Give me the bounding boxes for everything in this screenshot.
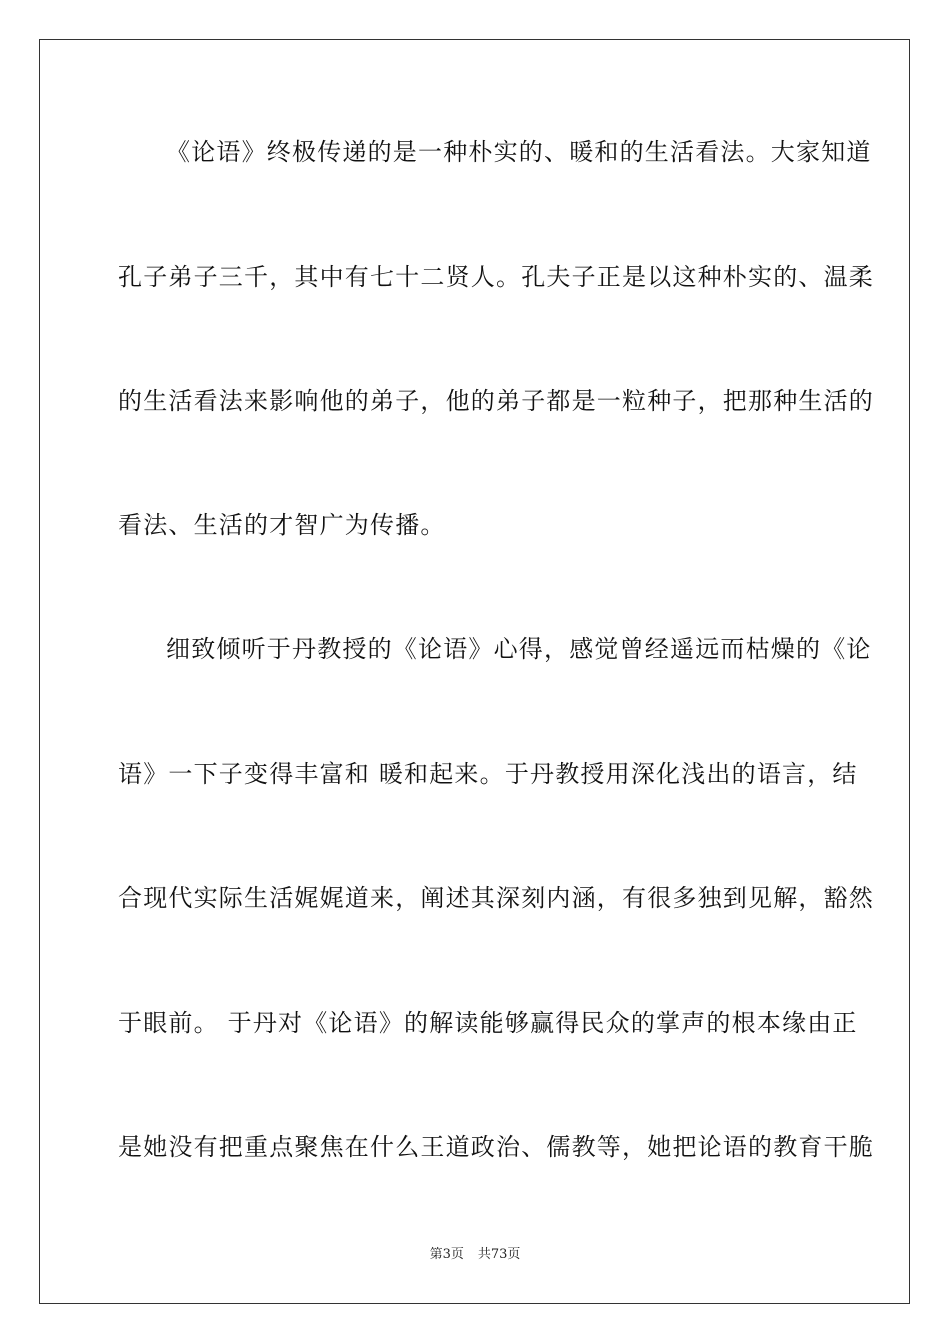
paragraph-1-line-1: 《论语》终极传递的是一种朴实的、暖和的生活看法。大家知道: [166, 138, 872, 166]
page-total: 共73页: [477, 1247, 521, 1262]
paragraph-2-line-3: 合现代实际生活娓娓道来，阐述其深刻内涵，有很多独到见解，豁然: [118, 884, 874, 912]
paragraph-1-line-2: 孔子弟子三千，其中有七十二贤人。孔夫子正是以这种朴实的、温柔: [118, 263, 874, 291]
paragraph-1-line-4: 看法、生活的才智广为传播。: [118, 511, 446, 539]
paragraph-2-line-2: 语》一下子变得丰富和 暖和起来。于丹教授用深化浅出的语言，结: [118, 760, 858, 788]
paragraph-2-line-5: 是她没有把重点聚焦在什么王道政治、儒教等，她把论语的教育干脆: [118, 1133, 874, 1161]
page-border: [39, 39, 910, 1304]
paragraph-2-line-4: 于眼前。 于丹对《论语》的解读能够赢得民众的掌声的根本缘由正: [118, 1009, 858, 1037]
page-number: 第3页: [429, 1247, 464, 1262]
page-footer: [0, 1246, 950, 1264]
paragraph-2-line-1: 细致倾听于丹教授的《论语》心得，感觉曾经遥远而枯燥的《论: [166, 635, 872, 663]
paragraph-1-line-3: 的生活看法来影响他的弟子，他的弟子都是一粒种子，把那种生活的: [118, 387, 874, 415]
